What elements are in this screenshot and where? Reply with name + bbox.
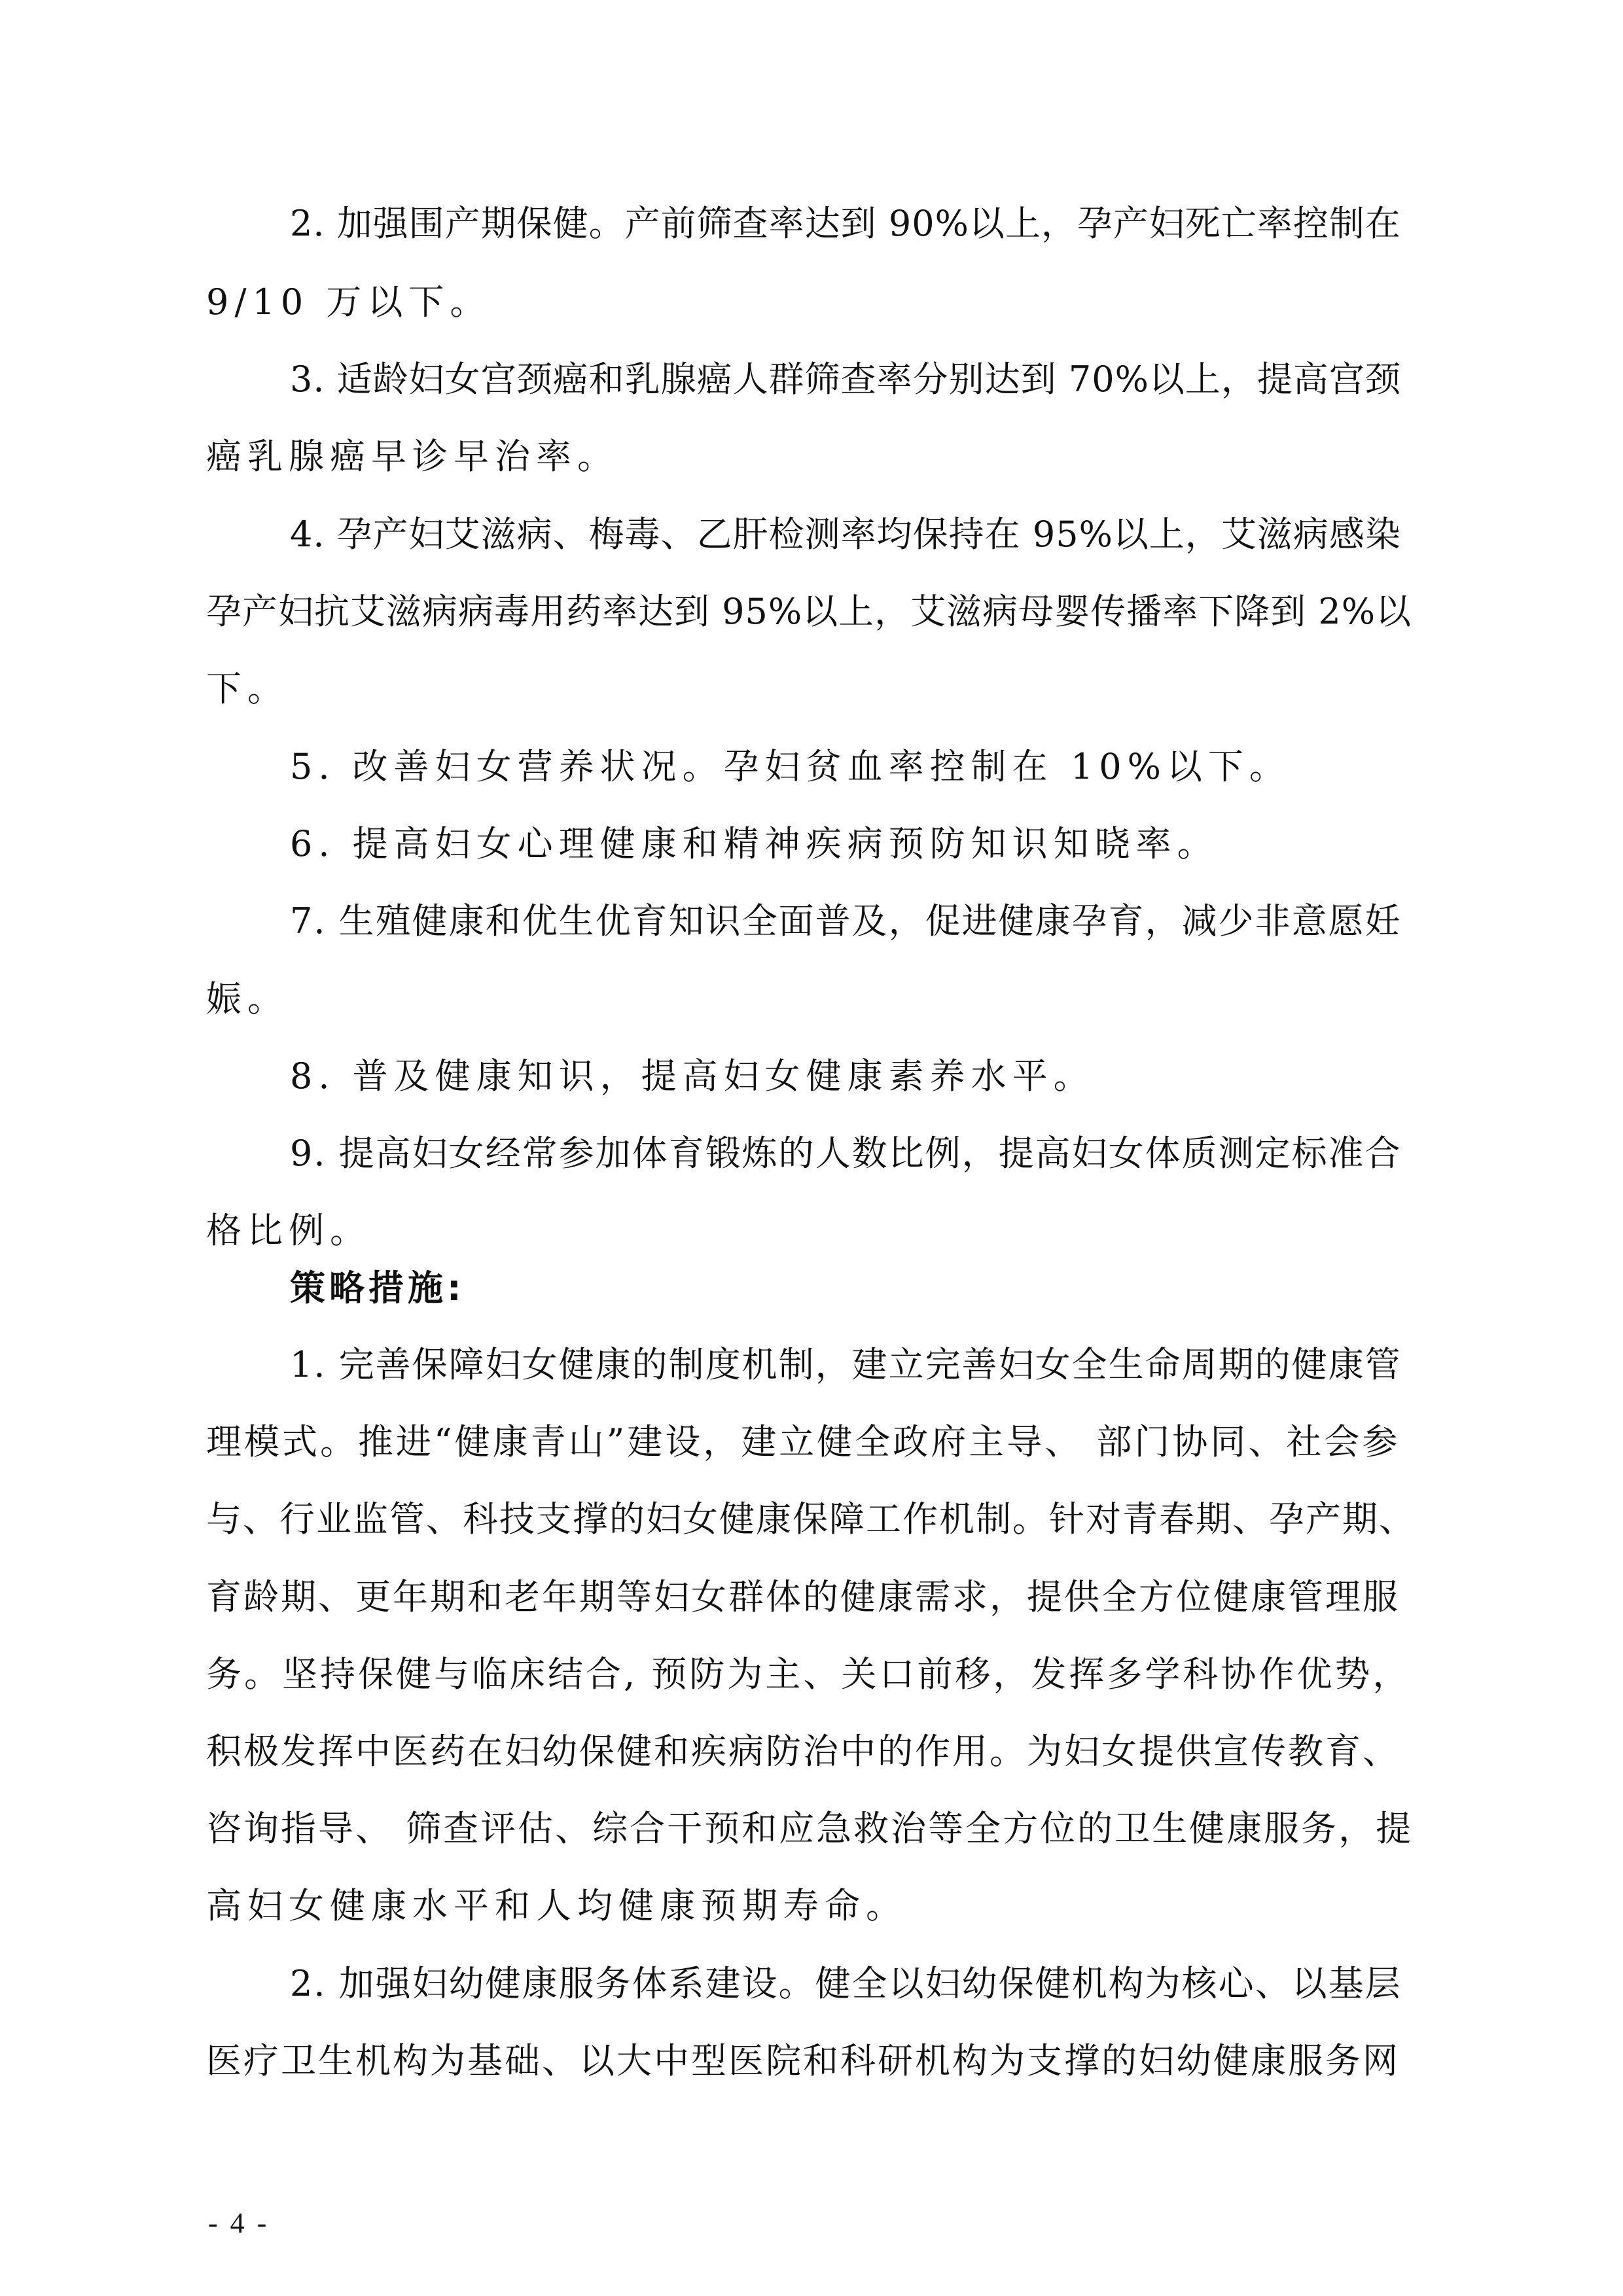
text-line: 7. 生殖健康和优生优育知识全面普及，促进健康孕育，减少非意愿妊 bbox=[290, 900, 1402, 942]
text-line: 育龄期、更年期和老年期等妇女群体的健康需求，提供全方位健康管理服 bbox=[206, 1576, 1400, 1617]
text-line: 9. 提高妇女经常参加体育锻炼的人数比例，提高妇女体质测定标准合 bbox=[290, 1133, 1402, 1174]
text-line: 2. 加强围产期保健。产前筛查率达到 90%以上，孕产妇死亡率控制在 bbox=[290, 203, 1401, 244]
text-line: 务。坚持保健与临床结合, 预防为主、关口前移，发挥多学科协作优势， bbox=[206, 1653, 1411, 1695]
text-line: 8. 普及健康知识，提高妇女健康素养水平。 bbox=[290, 1055, 1095, 1097]
text-line: 5. 改善妇女营养状况。孕妇贫血率控制在 10%以下。 bbox=[290, 746, 1291, 787]
text-line: 咨询指导、 筛查评估、综合干预和应急救治等全方位的卫生健康服务，提 bbox=[206, 1808, 1414, 1849]
text-line: 理模式。推进“健康青山”建设，建立健全政府主导、 部门协同、社会参 bbox=[206, 1421, 1400, 1462]
text-line: 2. 加强妇幼健康服务体系建设。健全以妇幼保健机构为核心、以基层 bbox=[290, 1963, 1402, 2004]
text-line: 4. 孕产妇艾滋病、梅毒、乙肝检测率均保持在 95%以上，艾滋病感染 bbox=[290, 514, 1401, 555]
text-line: 孕产妇抗艾滋病病毒用药率达到 95%以上，艾滋病母婴传播率下降到 2%以 bbox=[206, 591, 1412, 632]
text-line: 与、行业监管、科技支撑的妇女健康保障工作机制。针对青春期、孕产期、 bbox=[206, 1498, 1416, 1540]
section-heading: 策略措施: bbox=[290, 1267, 465, 1309]
text-line: 高妇女健康水平和人均健康预期寿命。 bbox=[206, 1885, 907, 1926]
text-line: 格比例。 bbox=[206, 1210, 371, 1251]
text-line: 9/10 万以下。 bbox=[206, 281, 491, 323]
text-line: 医疗卫生机构为基础、以大中型医院和科研机构为支撑的妇幼健康服务网 bbox=[206, 2040, 1400, 2081]
text-line: 1. 完善保障妇女健康的制度机制，建立完善妇女全生命周期的健康管 bbox=[290, 1344, 1402, 1385]
text-line: 6. 提高妇女心理健康和精神疾病预防知识知晓率。 bbox=[290, 823, 1219, 864]
text-line: 娠。 bbox=[206, 978, 289, 1019]
text-line: 下。 bbox=[206, 668, 289, 709]
text-line: 积极发挥中医药在妇幼保健和疾病防治中的作用。为妇女提供宣传教育、 bbox=[206, 1731, 1400, 1772]
page-number: - 4 - bbox=[208, 2207, 270, 2239]
text-line: 3. 适龄妇女宫颈癌和乳腺癌人群筛查率分别达到 70%以上，提高宫颈 bbox=[290, 359, 1401, 400]
text-line: 癌乳腺癌早诊早治率。 bbox=[206, 436, 618, 477]
